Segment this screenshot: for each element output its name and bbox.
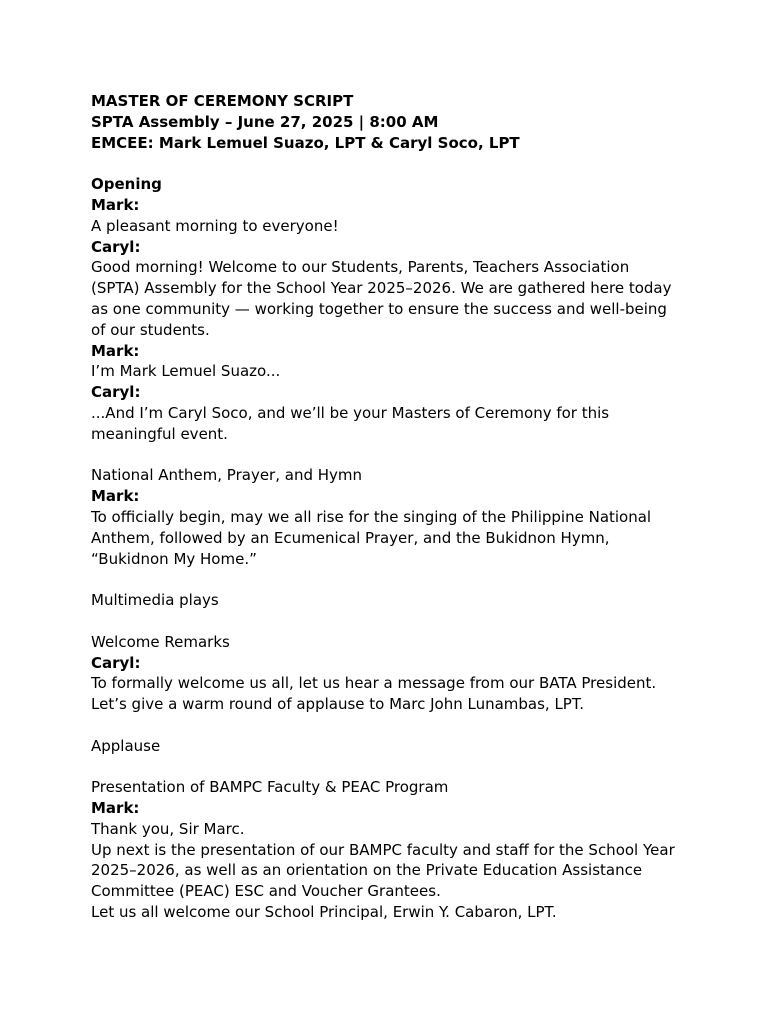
speaker-label: Mark: xyxy=(91,487,140,506)
speaker-label: Mark: xyxy=(91,799,140,818)
section-heading-welcome: Welcome Remarks xyxy=(91,632,230,651)
dialogue-line: “Bukidnon My Home.” xyxy=(91,549,257,568)
spacer xyxy=(91,445,691,466)
emcee-line: EMCEE: Mark Lemuel Suazo, LPT & Caryl Soco, LPT xyxy=(91,133,520,152)
spacer xyxy=(91,153,691,174)
spacer xyxy=(91,757,691,778)
stage-cue: Multimedia plays xyxy=(91,591,219,610)
dialogue-line: as one community — working together to ensure the success and well-being xyxy=(91,299,667,318)
dialogue-line: of our students. xyxy=(91,320,210,339)
speaker-label: Caryl: xyxy=(91,237,141,256)
dialogue-line: A pleasant morning to everyone! xyxy=(91,216,339,235)
dialogue-line: 2025–2026, as well as an orientation on the Private Education Assistance xyxy=(91,861,643,880)
speaker-label: Caryl: xyxy=(91,653,141,672)
document-title: MASTER OF CEREMONY SCRIPT xyxy=(91,92,354,110)
section-heading-opening: Opening xyxy=(91,175,162,194)
dialogue-line: Good morning! Welcome to our Students, Parents, Teachers Association xyxy=(91,258,630,277)
section-heading-presentation: Presentation of BAMPC Faculty & PEAC Program xyxy=(91,778,449,797)
stage-cue: Applause xyxy=(91,736,161,755)
spacer xyxy=(91,569,691,590)
dialogue-line: To officially begin, may we all rise for the singing of the Philippine National xyxy=(91,507,652,526)
dialogue-line: Let us all welcome our School Principal, Erwin Y. Cabaron, LPT. xyxy=(91,903,557,922)
script-body xyxy=(91,91,691,923)
dialogue-line: Let’s give a warm round of applause to Marc John Lunambas, LPT. xyxy=(91,695,585,714)
dialogue-line: meaningful event. xyxy=(91,424,228,443)
speaker-label: Mark: xyxy=(91,195,140,214)
speaker-label: Caryl: xyxy=(91,383,141,402)
dialogue-line: Thank you, Sir Marc. xyxy=(91,819,245,838)
dialogue-line: To formally welcome us all, let us hear a message from our BATA President. xyxy=(91,674,657,693)
spacer xyxy=(91,715,691,736)
dialogue-line: (SPTA) Assembly for the School Year 2025–2026. We are gathered here today xyxy=(91,279,672,298)
dialogue-line: ...And I’m Caryl Soco, and we’ll be your Masters of Ceremony for this xyxy=(91,403,610,422)
dialogue-line: I’m Mark Lemuel Suazo... xyxy=(91,362,281,381)
dialogue-line: Up next is the presentation of our BAMPC faculty and staff for the School Year xyxy=(91,840,675,859)
dialogue-line: Committee (PEAC) ESC and Voucher Grantees. xyxy=(91,882,441,901)
dialogue-line: Anthem, followed by an Ecumenical Prayer, and the Bukidnon Hymn, xyxy=(91,528,610,547)
section-heading-anthem: National Anthem, Prayer, and Hymn xyxy=(91,466,363,485)
spacer xyxy=(91,611,691,632)
event-details: SPTA Assembly – June 27, 2025 | 8:00 AM xyxy=(91,112,439,131)
speaker-label: Mark: xyxy=(91,341,140,360)
